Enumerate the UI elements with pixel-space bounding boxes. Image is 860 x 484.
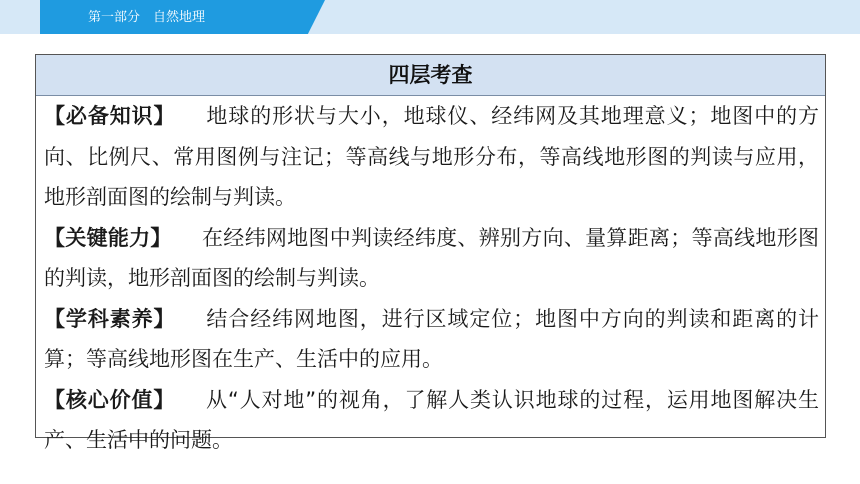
paragraph-core-values xyxy=(44,380,819,461)
content-panel xyxy=(35,54,826,452)
paragraph-essential-knowledge xyxy=(44,96,819,218)
paragraph-title: 【核心价值】 xyxy=(44,387,176,412)
paragraph-text: 从“人对地”的视角，了解人类认识地球的过程，运用地图解决生产、生活中的问题。 xyxy=(44,387,819,452)
section-label: 第一部分 自然地理 xyxy=(88,10,206,25)
panel-title: 四层考查 xyxy=(36,55,825,96)
paragraph-key-abilities xyxy=(44,218,819,299)
panel-body xyxy=(36,96,825,461)
paragraph-text: 地球的形状与大小，地球仪、经纬网及其地理意义；地图中的方向、比例尺、常用图例与注记；等高线与地形分布，等高线地形图的判读与应用，地形剖面图的绘制与判读。 xyxy=(44,104,820,209)
paragraph-title: 【必备知识】 xyxy=(44,104,176,128)
paragraph-text: 在经纬网地图中判读经纬度、辨别方向、量算距离；等高线地形图的判读，地形剖面图的绘制与判读。 xyxy=(44,225,820,290)
paragraph-text: 结合经纬网地图，进行区域定位；地图中方向的判读和距离的计算；等高线地形图在生产、生活中的应用。 xyxy=(44,306,820,371)
paragraph-title: 【学科素养】 xyxy=(44,306,176,331)
paragraph-title: 【关键能力】 xyxy=(44,225,172,250)
paragraph-subject-literacy xyxy=(44,299,819,380)
